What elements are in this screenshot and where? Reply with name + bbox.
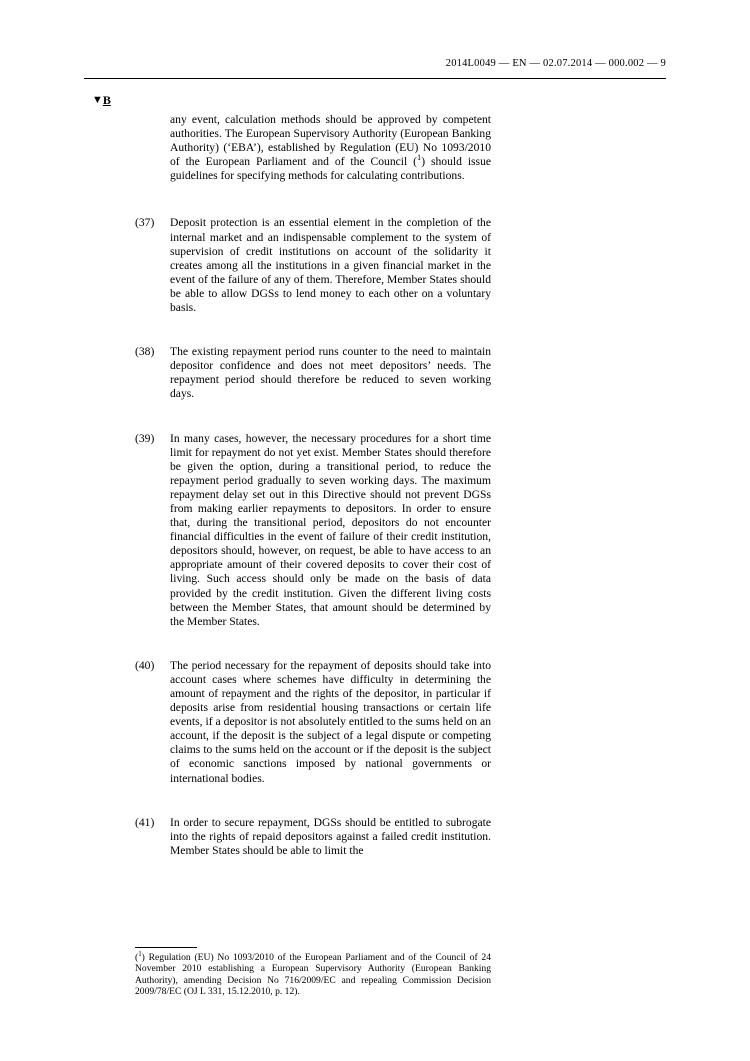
footnote-marker: ($^1$) — [135, 950, 145, 963]
triangle-icon: ▼ — [92, 94, 103, 106]
paragraph — [135, 345, 491, 401]
amendment-marker — [92, 93, 111, 108]
paragraph-text: any event, calculation methods should be approved by competent authorities. The European Supervisory Authority (European Banking Authority) (‘EBA’), established by Regulation (EU) No 1093/2010 of the European Parliament and of the Council ($^1$) should issue guidelines for specifying methods for calculating contributions. — [170, 113, 492, 183]
paragraph-number: (41) — [135, 815, 155, 829]
footnote-divider — [135, 947, 197, 948]
document-body — [135, 113, 491, 888]
paragraph — [135, 816, 491, 858]
footnote — [135, 952, 491, 998]
paragraph-text: Deposit protection is an essential element in the completion of the internal market and an indispensable complement to the system of supervision of credit institutions on account of the solidarity it creates among all the institutions in a given financial market in the event of the failure of any of them. Therefore, Member States should be able to allow DGSs to lend money to each other on a voluntary basis. — [170, 216, 491, 315]
paragraph-number: (39) — [135, 431, 155, 445]
paragraph-number — [135, 113, 170, 183]
paragraph-number: (37) — [135, 216, 155, 230]
paragraph — [135, 659, 491, 786]
header-divider — [84, 78, 666, 79]
paragraph-number: (38) — [135, 345, 155, 359]
paragraph-number: (40) — [135, 658, 155, 672]
paragraph-text: The period necessary for the repayment of deposits should take into account cases where schemes have difficulty in determining the amount of repayment and the rights of the depositor, in particular if deposits arise from residential housing transactions or certain life events, if a depositor is not absolutely entitled to the sums held on an account, if the deposit is the subject of a legal dispute or competing claims to the sums held on the account or if the deposit is the subject of economic sanctions imposed by national governments or international bodies. — [170, 658, 491, 785]
amendment-letter: B — [102, 93, 111, 107]
paragraph-text: In many cases, however, the necessary procedures for a short time limit for repayment do not yet exist. Member States should therefore be given the option, during a transitional period, to reduce the repayment period gradually to seven working days. The maximum repayment delay set out in this Directive should not prevent DGSs from making earlier repayments to depositors. In order to ensure that, during the transitional period, depositors do not encounter financial difficulties in the event of failure of their credit institution, depositors should, however, on request, be able to have access to an appropriate amount of their covered deposits to cover their cost of living. Such access should only be made on the basis of data provided by the credit institution. Given the different living costs between the Member States, that amount should be determined by the Member States. — [170, 431, 491, 628]
paragraph-text: The existing repayment period runs counter to the need to maintain depositor confidence and does not meet depositors’ needs. The repayment period should therefore be reduced to seven working days. — [170, 345, 491, 401]
paragraph — [135, 216, 491, 315]
footnote-text: Regulation (EU) No 1093/2010 of the European Parliament and of the Council of 24 November 2010 establishing a European Supervisory Authority (European Banking Authority), amending Decision No 716/2009/EC and repealing Commission Decision 2009/78/EC (OJ L 331, 15.12.2010, p. 12). — [135, 952, 491, 998]
paragraph-text: In order to secure repayment, DGSs should be entitled to subrogate into the rights of repaid depositors against a failed credit institution. Member States should be able to limit the — [170, 815, 491, 857]
paragraph — [135, 113, 491, 183]
paragraph — [135, 432, 491, 629]
page-header: 2014L0049 — EN — 02.07.2014 — 000.002 — 9 — [445, 58, 666, 69]
